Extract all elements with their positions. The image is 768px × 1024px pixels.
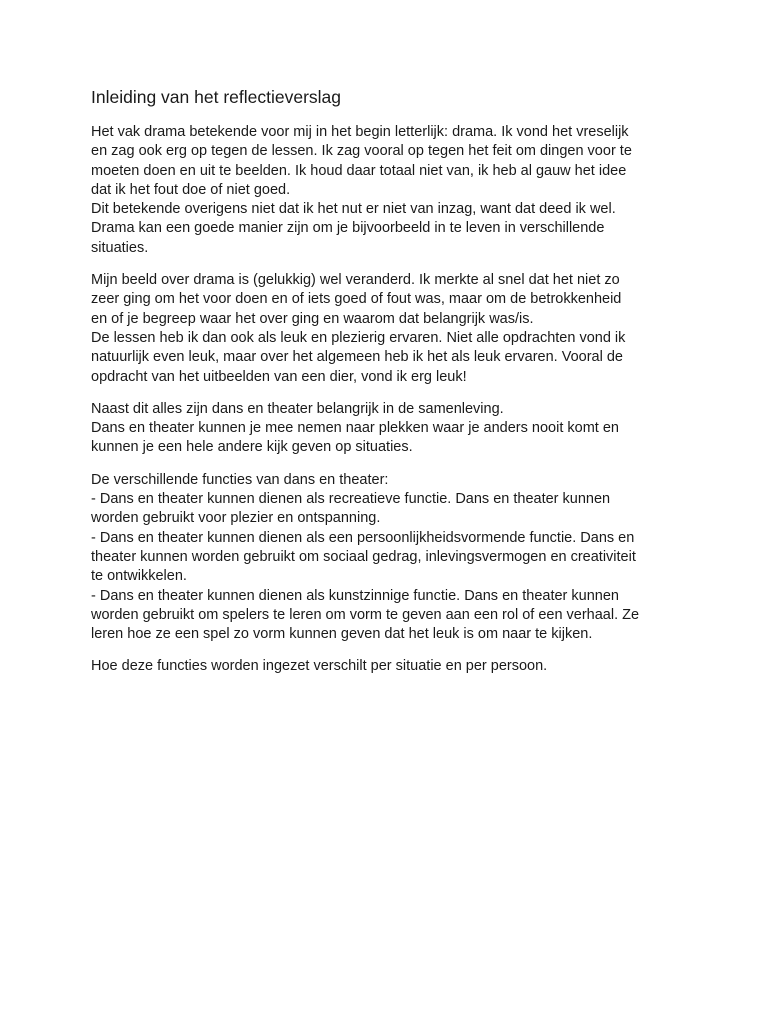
text-line: - Dans en theater kunnen dienen als een persoonlijkheidsvormende functie. Dans en <box>91 529 635 546</box>
text-line: en zag ook erg op tegen de lessen. Ik zag vooral op tegen het feit om dingen voor te <box>91 143 632 160</box>
text-line: Naast dit alles zijn dans en theater belangrijk in de samenleving. <box>91 400 504 417</box>
text-line: theater kunnen worden gebruikt om sociaal gedrag, inlevingsvermogen en creativiteit <box>91 548 636 565</box>
text-line: Mijn beeld over drama is (gelukkig) wel veranderd. Ik merkte al snel dat het niet zo <box>91 272 620 289</box>
text-line: De lessen heb ik dan ook als leuk en plezierig ervaren. Niet alle opdrachten vond ik <box>91 329 626 346</box>
text-line: Het vak drama betekende voor mij in het begin letterlijk: drama. Ik vond het vreselijk <box>91 124 629 140</box>
text-line: opdracht van het uitbeelden van een dier, vond ik erg leuk! <box>91 368 467 385</box>
text-line: De verschillende functies van dans en theater: <box>91 471 389 488</box>
paragraph-4 <box>91 471 691 645</box>
text-line: zeer ging om het voor doen en of iets goed of fout was, maar om de betrokkenheid <box>91 291 622 308</box>
paragraph-5 <box>91 657 691 676</box>
text-line: worden gebruikt voor plezier en ontspanning. <box>91 510 381 527</box>
text-line: - Dans en theater kunnen dienen als kunstzinnige functie. Dans en theater kunnen <box>91 587 619 604</box>
text-line: worden gebruikt om spelers te leren om vorm te geven aan een rol of een verhaal. Ze <box>91 606 640 623</box>
paragraph-1 <box>91 123 691 258</box>
text-line: Hoe deze functies worden ingezet verschilt per situatie en per persoon. <box>91 658 548 675</box>
text-line: kunnen je een hele andere kijk geven op situaties. <box>91 439 413 456</box>
text-line: leren hoe ze een spel zo vorm kunnen geven dat het leuk is om naar te kijken. <box>91 626 593 643</box>
document-title: Inleiding van het reflectieverslag <box>91 87 342 107</box>
text-line: moeten doen en uit te beelden. Ik houd daar totaal niet van, ik heb al gauw het idee <box>91 162 627 179</box>
document-page <box>91 86 691 690</box>
text-line: te ontwikkelen. <box>91 568 187 585</box>
text-line: situaties. <box>91 239 149 256</box>
paragraph-3 <box>91 400 691 458</box>
text-line: dat ik het fout doe of niet goed. <box>91 181 291 198</box>
text-line: Dans en theater kunnen je mee nemen naar plekken waar je anders nooit komt en <box>91 420 619 437</box>
paragraph-2 <box>91 271 691 387</box>
text-line: natuurlijk even leuk, maar over het algemeen heb ik het als leuk ervaren. Vooral de <box>91 349 623 366</box>
text-line: en of je begreep waar het over ging en waarom dat belangrijk was/is. <box>91 310 534 327</box>
text-line: Drama kan een goede manier zijn om je bijvoorbeeld in te leven in verschillende <box>91 220 605 237</box>
text-line: - Dans en theater kunnen dienen als recreatieve functie. Dans en theater kunnen <box>91 491 611 508</box>
text-line: Dit betekende overigens niet dat ik het nut er niet van inzag, want dat deed ik wel. <box>91 201 616 218</box>
